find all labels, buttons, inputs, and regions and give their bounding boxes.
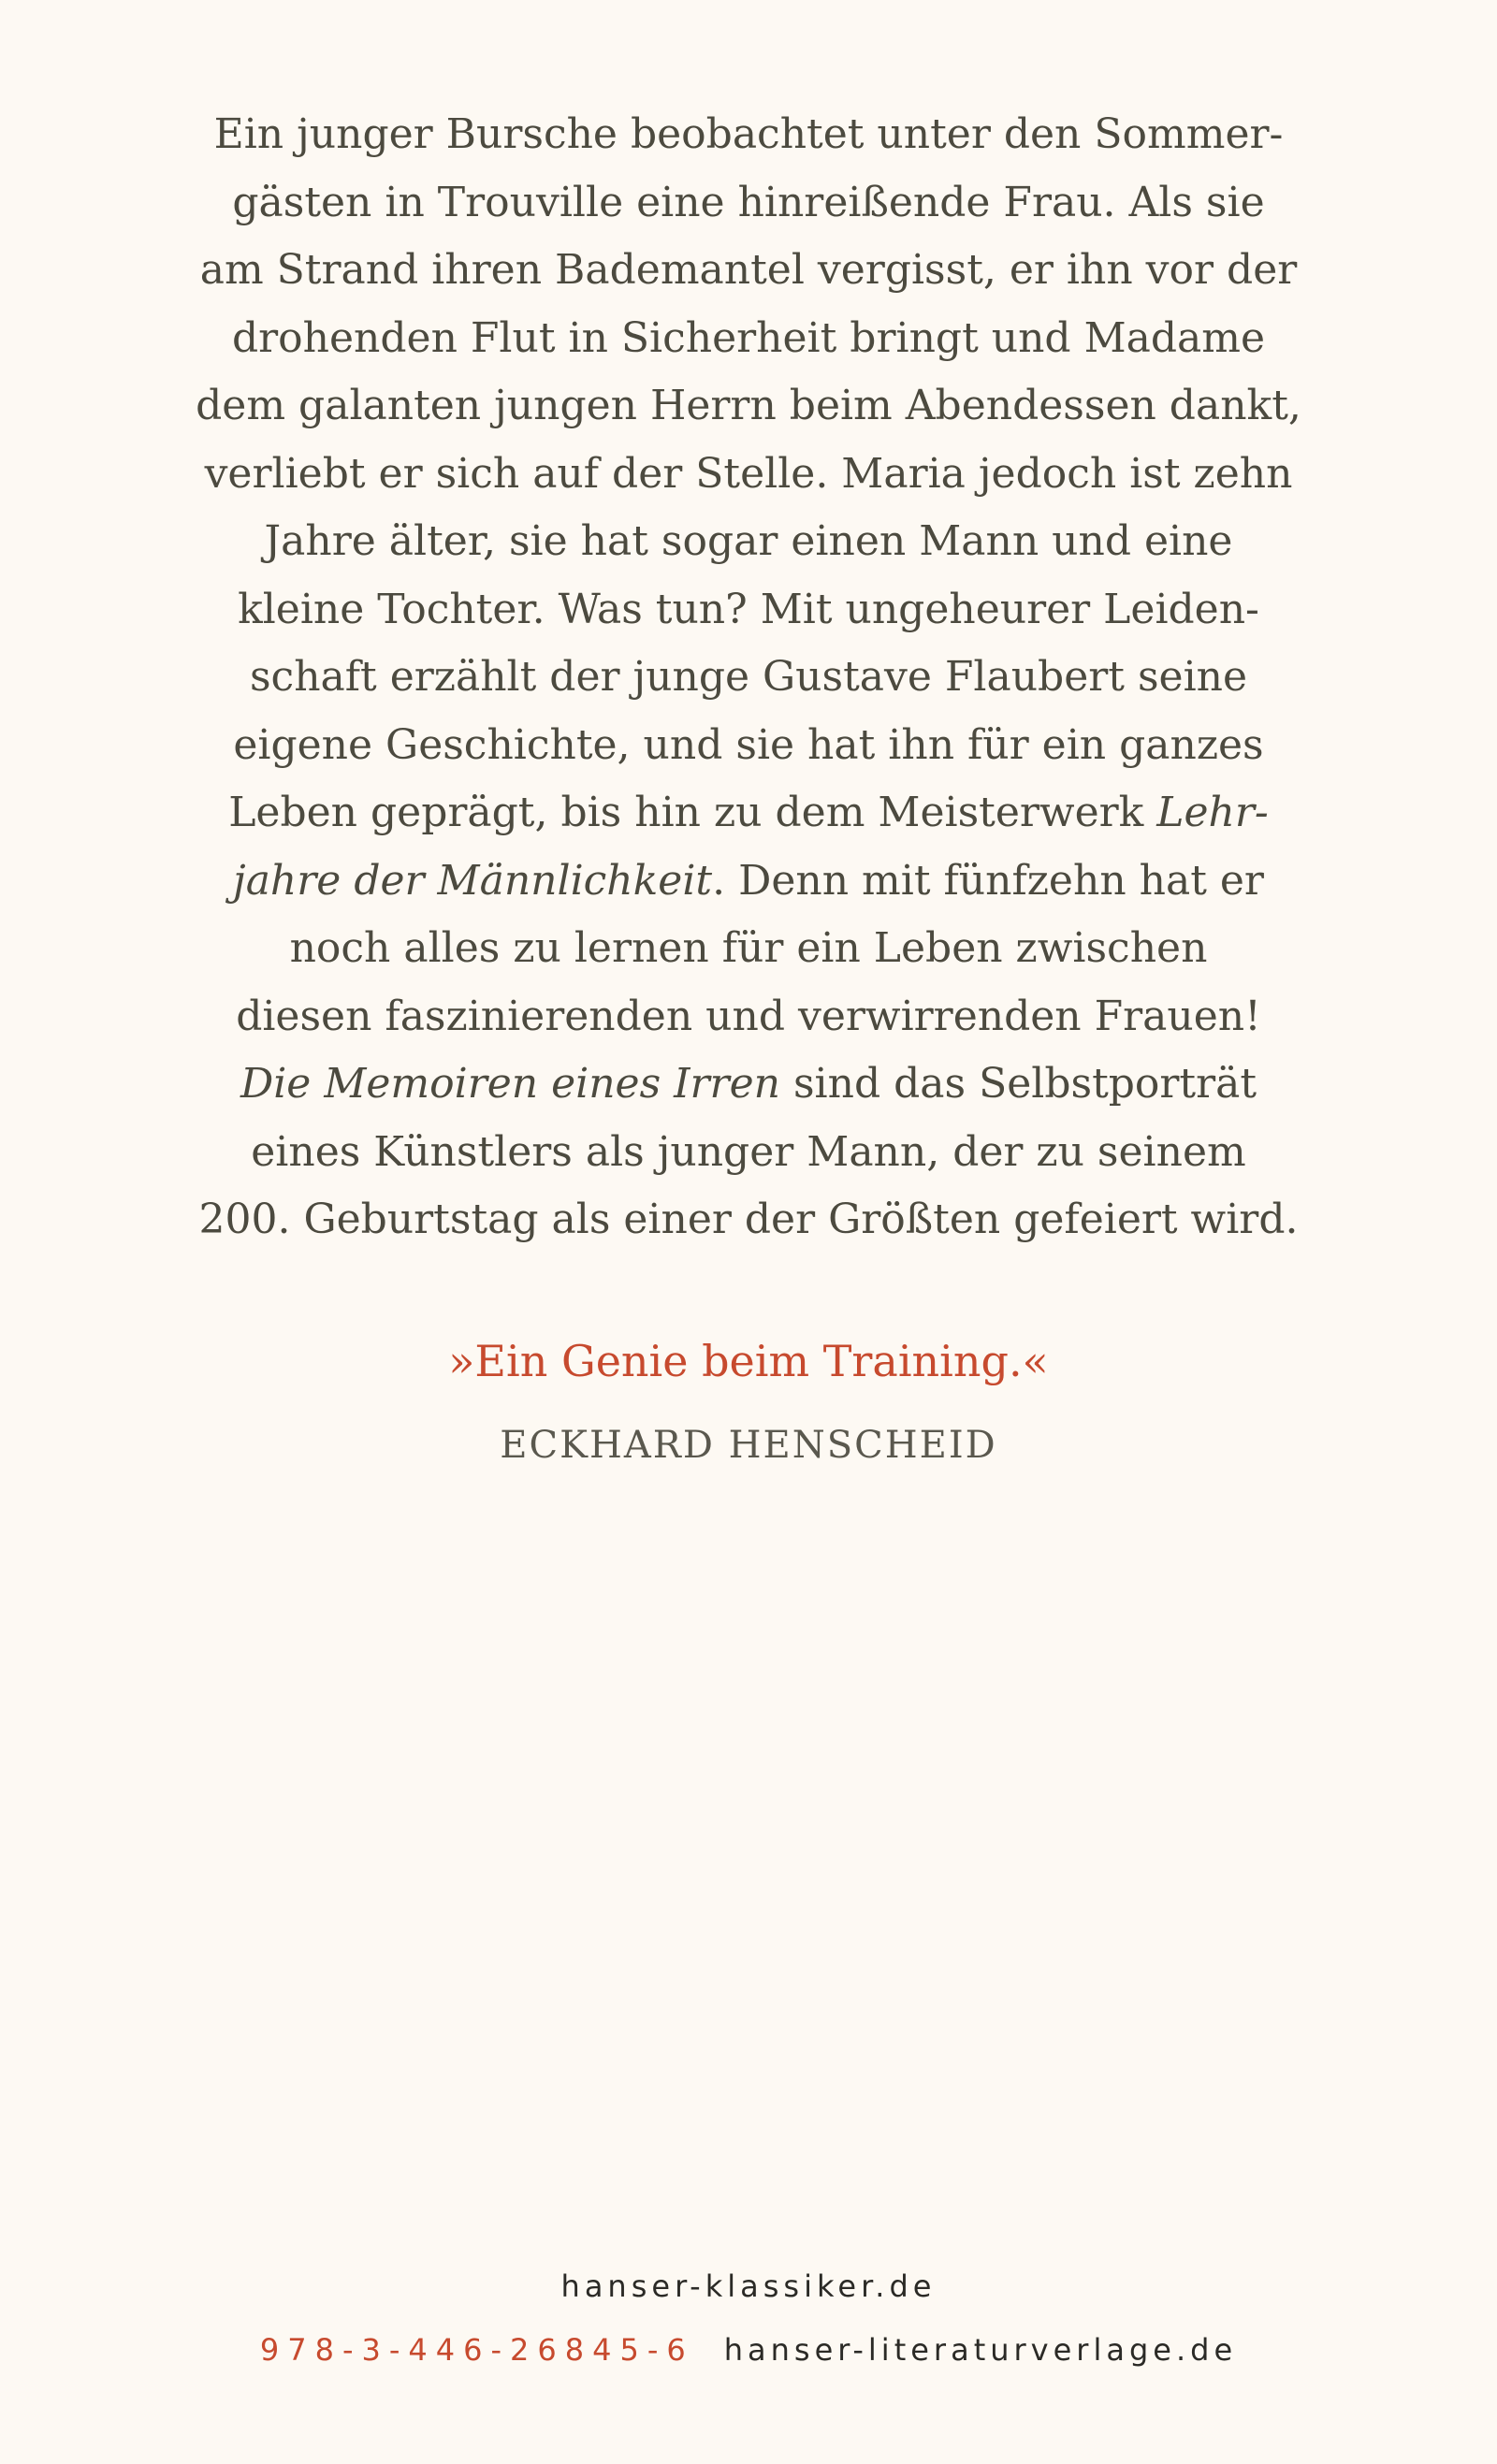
blurb-text-segment: . Denn mit fünfzehn hat er [712, 856, 1264, 905]
isbn-number: 978-3-446-26845-6 [259, 2332, 694, 2368]
blurb-line: eines Künstlers als junger Mann, der zu seinem [251, 1127, 1246, 1176]
quote-author: ECKHARD HENSCHEID [500, 1424, 997, 1467]
blurb-line: am Strand ihren Bademantel vergisst, er ihn vor der [199, 246, 1298, 294]
blurb-line: kleine Tochter. Was tun? Mit ungeheurer Leiden- [238, 585, 1259, 633]
blurb-line: Ein junger Bursche beobachtet unter den Sommer- [213, 110, 1284, 158]
blurb-text-segment: sind das Selbstporträt [779, 1060, 1257, 1108]
blurb-line: diesen faszinierenden und verwirrenden Frauen! [236, 992, 1261, 1040]
blurb-line [131, 1051, 1366, 1119]
blurb-text [131, 101, 1366, 1254]
book-title-italic: Die Memoiren eines Irren [240, 1060, 780, 1108]
website-link-klassiker[interactable]: hanser-klassiker.de [560, 2268, 937, 2304]
pull-quote: »Ein Genie beim Training.« [448, 1336, 1049, 1386]
blurb-line: schaft erzählt der junge Gustave Flaubert seine [249, 653, 1248, 701]
blurb-line: eigene Geschichte, und sie hat ihn für ein ganzes [233, 720, 1264, 769]
blurb-line: gästen in Trouville eine hinreißende Frau. Als sie [232, 178, 1265, 226]
website-link-literaturverlage[interactable]: hanser-literaturverlage.de [723, 2332, 1238, 2368]
blurb-line: Jahre älter, sie hat sogar einen Mann und eine [264, 517, 1233, 565]
blurb-line [131, 779, 1366, 848]
blurb-text-segment: Leben geprägt, bis hin zu dem Meisterwerk [228, 789, 1157, 836]
book-title-italic: jahre der Männlichkeit [233, 856, 713, 905]
blurb-line: drohenden Flut in Sicherheit bringt und Madame [231, 313, 1266, 362]
blurb-line: noch alles zu lernen für ein Leben zwischen [289, 924, 1208, 972]
footer-row [0, 2329, 1497, 2370]
blurb-line: 200. Geburtstag als einer der Größten gefeiert wird. [198, 1196, 1299, 1243]
blurb-line: verliebt er sich auf der Stelle. Maria jedoch ist zehn [204, 449, 1293, 498]
book-title-italic: Lehr- [1156, 789, 1269, 836]
blurb-line [131, 848, 1366, 916]
blurb-line: dem galanten jungen Herrn beim Abendessen dankt, [196, 382, 1301, 429]
